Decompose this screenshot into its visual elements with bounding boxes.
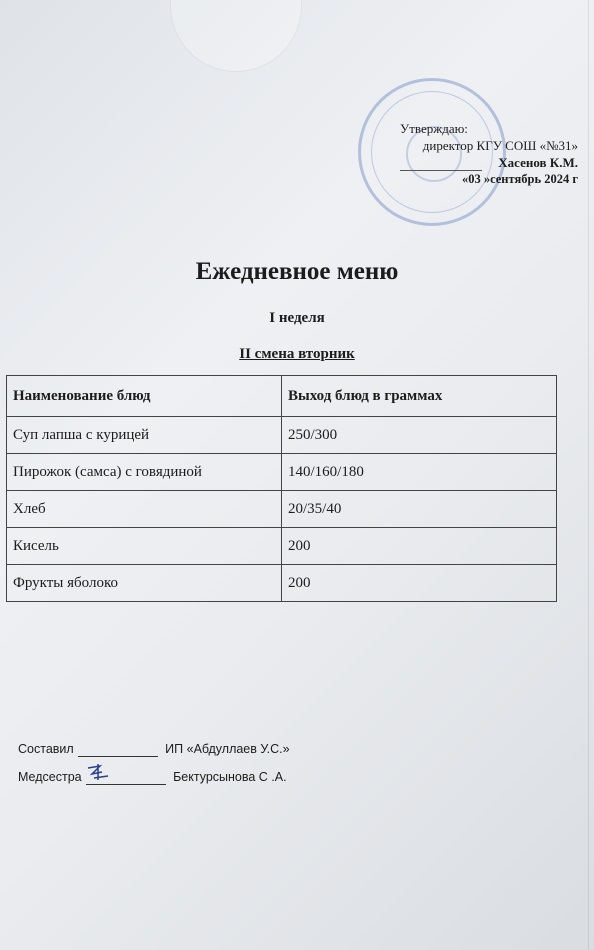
table-row bbox=[7, 565, 557, 602]
column-header-dish: Наименование блюд bbox=[7, 376, 282, 417]
dish-name: Кисель bbox=[7, 528, 282, 565]
table-row bbox=[7, 417, 557, 454]
dish-portion: 140/160/180 bbox=[282, 454, 557, 491]
folder-flap bbox=[170, 0, 302, 72]
approval-position: директор КГУ СОШ «№31» bbox=[422, 138, 578, 153]
approval-label: Утверждаю: bbox=[400, 121, 468, 136]
dish-portion: 200 bbox=[282, 565, 557, 602]
approval-block bbox=[358, 120, 578, 188]
dish-name: Пирожок (самса) с говядиной bbox=[7, 454, 282, 491]
nurse-name: Бектурсынова С .А. bbox=[173, 770, 287, 784]
menu-table bbox=[6, 375, 557, 602]
compiled-signature-blank bbox=[78, 742, 158, 757]
director-signature-line bbox=[400, 170, 482, 171]
approval-name: Хасенов К.М. bbox=[498, 155, 578, 170]
dish-name: Хлеб bbox=[7, 491, 282, 528]
nurse-label: Медсестра bbox=[18, 770, 82, 784]
dish-portion: 20/35/40 bbox=[282, 491, 557, 528]
document-title: Ежедневное меню bbox=[195, 258, 399, 285]
dish-portion: 200 bbox=[282, 528, 557, 565]
compiled-label: Составил bbox=[18, 742, 74, 756]
compiled-by-name: ИП «Абдуллаев У.С.» bbox=[165, 742, 290, 756]
dish-name: Фрукты яболоко bbox=[7, 565, 282, 602]
column-header-portion: Выход блюд в граммах bbox=[282, 376, 557, 417]
approval-date: «03 »сентябрь 2024 г bbox=[461, 172, 578, 186]
nurse-handwritten-signature bbox=[84, 762, 120, 782]
table-header-row bbox=[7, 376, 557, 417]
dish-name: Суп лапша с курицей bbox=[7, 417, 282, 454]
page-edge bbox=[588, 0, 589, 950]
nurse-line bbox=[18, 770, 287, 785]
table-row bbox=[7, 528, 557, 565]
shift-day-label: II смена вторник bbox=[239, 346, 355, 362]
table-row bbox=[7, 454, 557, 491]
week-label: I неделя bbox=[269, 310, 325, 326]
dish-portion: 250/300 bbox=[282, 417, 557, 454]
compiled-by-line bbox=[18, 742, 290, 757]
table-row bbox=[7, 491, 557, 528]
